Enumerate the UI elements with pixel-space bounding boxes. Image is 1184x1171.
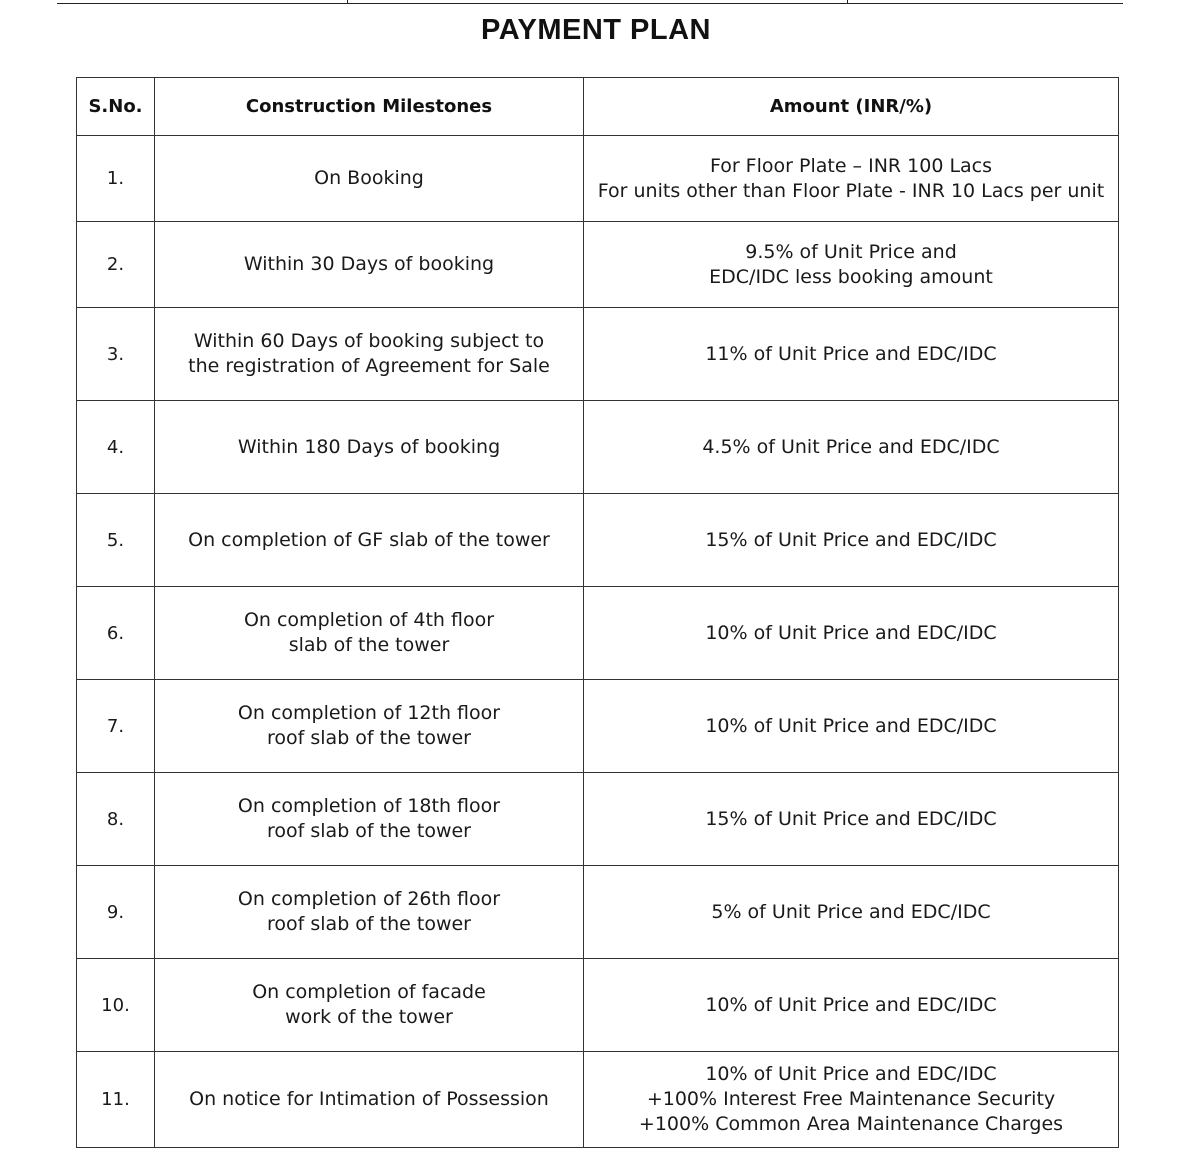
- milestone-text-line: On completion of GF slab of the tower: [188, 528, 550, 551]
- amount-text-line: 9.5% of Unit Price and: [745, 240, 957, 263]
- table-header-row: [77, 78, 1119, 136]
- header-milestone: Construction Milestones: [155, 78, 584, 136]
- row-sno-cell: 10.: [77, 959, 155, 1052]
- row-milestone-cell: [155, 222, 584, 308]
- table-row: [77, 773, 1119, 866]
- row-milestone-cell: [155, 587, 584, 680]
- header-amount: Amount (INR/%): [584, 78, 1119, 136]
- row-amount-cell: [584, 308, 1119, 401]
- row-amount-cell: [584, 773, 1119, 866]
- row-sno-cell: 11.: [77, 1052, 155, 1148]
- row-sno-cell: 6.: [77, 587, 155, 680]
- amount-text-line: EDC/IDC less booking amount: [709, 265, 993, 288]
- row-sno-cell: 3.: [77, 308, 155, 401]
- milestone-text-line: slab of the tower: [288, 634, 450, 656]
- row-amount-cell: [584, 401, 1119, 494]
- row-sno-cell: 8.: [77, 773, 155, 866]
- row-amount-cell: [584, 959, 1119, 1052]
- table-row: [77, 680, 1119, 773]
- milestone-text-line: On Booking: [314, 167, 424, 189]
- row-sno-cell: 5.: [77, 494, 155, 587]
- milestone-text-line: the registration of Agreement for Sale: [188, 355, 550, 377]
- table-row: [77, 308, 1119, 401]
- top-border-rule: [57, 0, 1123, 4]
- table-row: [77, 494, 1119, 587]
- amount-text-line: +100% Common Area Maintenance Charges: [638, 1113, 1064, 1135]
- row-amount-cell: [584, 136, 1119, 222]
- table-row: [77, 866, 1119, 959]
- table-row: [77, 959, 1119, 1052]
- row-sno-cell: 1.: [77, 136, 155, 222]
- row-milestone-cell: [155, 136, 584, 222]
- milestone-text-line: Within 60 Days of booking subject to: [193, 330, 545, 352]
- milestone-text-line: roof slab of the tower: [267, 727, 471, 749]
- row-milestone-cell: [155, 680, 584, 773]
- row-amount-cell: [584, 222, 1119, 308]
- milestone-text-line: On completion of 12th floor: [237, 702, 501, 724]
- payment-plan-table: [76, 77, 1119, 1148]
- milestone-text-line: On completion of 4th floor: [243, 609, 495, 631]
- amount-text-line: For Floor Plate – INR 100 Lacs: [709, 154, 993, 177]
- milestone-text-line: work of the tower: [285, 1006, 453, 1028]
- row-amount-cell: [584, 587, 1119, 680]
- row-milestone-cell: [155, 401, 584, 494]
- row-sno-cell: 4.: [77, 401, 155, 494]
- amount-text-line: 15% of Unit Price and EDC/IDC: [705, 807, 997, 830]
- table-row: [77, 222, 1119, 308]
- amount-text-line: 15% of Unit Price and EDC/IDC: [705, 528, 997, 551]
- amount-text-line: 10% of Unit Price and EDC/IDC: [705, 1063, 997, 1085]
- table-row: [77, 1052, 1119, 1148]
- top-rule-tick: [847, 0, 848, 4]
- row-milestone-cell: [155, 866, 584, 959]
- amount-text-line: 10% of Unit Price and EDC/IDC: [705, 621, 997, 644]
- table-row: [77, 401, 1119, 494]
- row-sno-cell: 7.: [77, 680, 155, 773]
- amount-text-line: 11% of Unit Price and EDC/IDC: [705, 342, 997, 365]
- milestone-text-line: On notice for Intimation of Possession: [189, 1088, 549, 1110]
- milestone-text-line: Within 30 Days of booking: [243, 253, 495, 275]
- row-amount-cell: [584, 1052, 1119, 1148]
- header-sno: S.No.: [77, 78, 155, 136]
- amount-text-line: For units other than Floor Plate - INR 10 Lacs per unit: [597, 179, 1105, 202]
- table-body: [77, 136, 1119, 1148]
- amount-text-line: 4.5% of Unit Price and EDC/IDC: [702, 435, 1000, 458]
- row-amount-cell: [584, 680, 1119, 773]
- amount-text-line: 10% of Unit Price and EDC/IDC: [705, 714, 997, 737]
- row-milestone-cell: [155, 494, 584, 587]
- row-milestone-cell: [155, 308, 584, 401]
- milestone-text-line: On completion of facade: [252, 981, 486, 1003]
- milestone-text-line: roof slab of the tower: [267, 820, 471, 842]
- milestone-text-line: Within 180 Days of booking: [237, 435, 501, 458]
- milestone-text-line: roof slab of the tower: [267, 913, 471, 935]
- page-title: PAYMENT PLAN: [481, 14, 711, 46]
- top-rule-tick: [347, 0, 348, 4]
- amount-text-line: 5% of Unit Price and EDC/IDC: [711, 900, 991, 923]
- milestone-text-line: On completion of 18th floor: [237, 795, 501, 817]
- row-milestone-cell: [155, 773, 584, 866]
- row-sno-cell: 9.: [77, 866, 155, 959]
- table-row: [77, 136, 1119, 222]
- row-amount-cell: [584, 494, 1119, 587]
- milestone-text-line: On completion of 26th floor: [237, 888, 501, 910]
- row-sno-cell: 2.: [77, 222, 155, 308]
- row-milestone-cell: [155, 1052, 584, 1148]
- table-row: [77, 587, 1119, 680]
- amount-text-line: +100% Interest Free Maintenance Security: [646, 1088, 1056, 1110]
- row-amount-cell: [584, 866, 1119, 959]
- row-milestone-cell: [155, 959, 584, 1052]
- amount-text-line: 10% of Unit Price and EDC/IDC: [705, 993, 997, 1016]
